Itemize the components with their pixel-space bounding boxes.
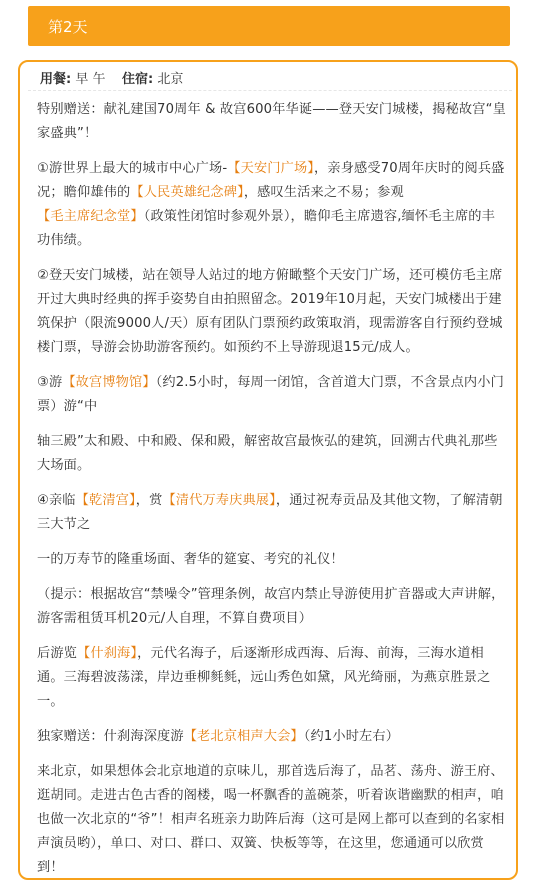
itinerary-paragraph: [37, 98, 507, 146]
highlighted-place-name: 【人民英雄纪念碑】: [130, 185, 244, 200]
paragraph-text: 来北京，如果想体会北京地道的京味儿，那首选后海了，品茗、荡舟、游王府、逛胡同。走进古色古香的阁楼，喝一杯飘香的盖碗茶，听着诙谐幽默的相声，咱也做一次北京的“爷”！相声名班亲力助阵后海（这可是网上都可以查到的名家相声演员哟），单口、对口、群口、双簧、快板等等，在这里，您通通可以欣赏到！: [37, 764, 505, 875]
itinerary-content: [37, 98, 507, 891]
paragraph-text: 一的万寿节的隆重场面、奢华的筵宴、考究的礼仪！: [37, 552, 344, 567]
itinerary-paragraph: [37, 725, 507, 749]
itinerary-paragraph: [37, 371, 507, 419]
itinerary-paragraph: [37, 264, 507, 360]
highlighted-place-name: 【什刹海】: [77, 646, 138, 661]
stay-value: 北京: [157, 72, 184, 87]
paragraph-text: ，通过祝寿贡品及其他文物，了解清朝三大节之: [37, 493, 503, 532]
paragraph-text: 轴三殿”太和殿、中和殿、保和殿，解密故宫最恢弘的建筑，回溯古代典礼那些大场面。: [37, 434, 498, 473]
paragraph-text: ③游: [37, 375, 63, 390]
paragraph-text: （约1小时左右）: [303, 729, 400, 744]
paragraph-text: 后游览: [37, 646, 78, 661]
itinerary-paragraph: [37, 430, 507, 478]
meal-label: 用餐:: [40, 72, 72, 87]
itinerary-paragraph: [37, 157, 507, 253]
paragraph-text: ，赏: [135, 493, 163, 508]
itinerary-paragraph: [37, 489, 507, 537]
paragraph-text: 特别赠送：献礼建国70周年 & 故宫600年华诞——登天安门城楼，揭秘故宫“皇家盛典”！: [37, 102, 506, 141]
meal-stay-row: [40, 68, 183, 87]
highlighted-place-name: 【天安门广场】: [227, 161, 315, 176]
paragraph-text: （提示：根据故宫“禁噪令”管理条例，故宫内禁止导游使用扩音器或大声讲解，游客需租赁耳机20元/人自理，不算自费项目）: [37, 587, 505, 626]
paragraph-text: ，元代名海子，后逐渐形成西海、后海、前海，三海水道相通。三海碧波荡漾，岸边垂柳毵毵，远山秀色如黛，风光绮丽，为燕京胜景之一。: [37, 646, 491, 709]
stay-label: 住宿:: [122, 72, 154, 87]
paragraph-text: （政策性闭馆时参观外景），瞻仰毛主席遗容,缅怀毛主席的丰功伟绩。: [37, 209, 495, 248]
paragraph-text: ①游世界上最大的城市中心广场-: [37, 161, 228, 176]
highlighted-place-name: 【故宫博物馆】: [62, 375, 156, 390]
itinerary-paragraph: [37, 548, 507, 572]
divider: [28, 90, 512, 91]
day-title: 第2天: [48, 18, 88, 36]
highlighted-place-name: 【老北京相声大会】: [183, 729, 304, 744]
day-header-bar: [28, 6, 510, 46]
highlighted-place-name: 【清代万寿庆典展】: [162, 493, 276, 508]
highlighted-place-name: 【毛主席纪念堂】: [37, 209, 144, 224]
itinerary-paragraph: [37, 642, 507, 714]
paragraph-text: （约2.5小时，每周一闭馆，含首道大门票，不含景点内小门票）游“中: [37, 375, 504, 414]
highlighted-place-name: 【乾清宫】: [75, 493, 136, 508]
paragraph-text: ②登天安门城楼，站在领导人站过的地方俯瞰整个天安门广场，还可模仿毛主席开过大典时经典的挥手姿势自由拍照留念。2019年10月起，天安门城楼出于建筑保护（限流9000人/天）原有团队门票预约政策取消，现需游客自行预约登城楼门票，导游会协助游客预约。如预约不上导游现退15元/成人。: [37, 268, 503, 355]
paragraph-text: ，感叹生活来之不易；参观: [243, 185, 404, 200]
paragraph-text: ，亲身感受70周年庆时的阅兵盛况；瞻仰雄伟的: [37, 161, 505, 200]
paragraph-text: 独家赠送：什刹海深度游: [37, 729, 184, 744]
itinerary-paragraph: [37, 760, 507, 880]
paragraph-text: ④亲临: [37, 493, 76, 508]
meal-value: 早 午: [75, 72, 106, 87]
itinerary-paragraph: [37, 583, 507, 631]
